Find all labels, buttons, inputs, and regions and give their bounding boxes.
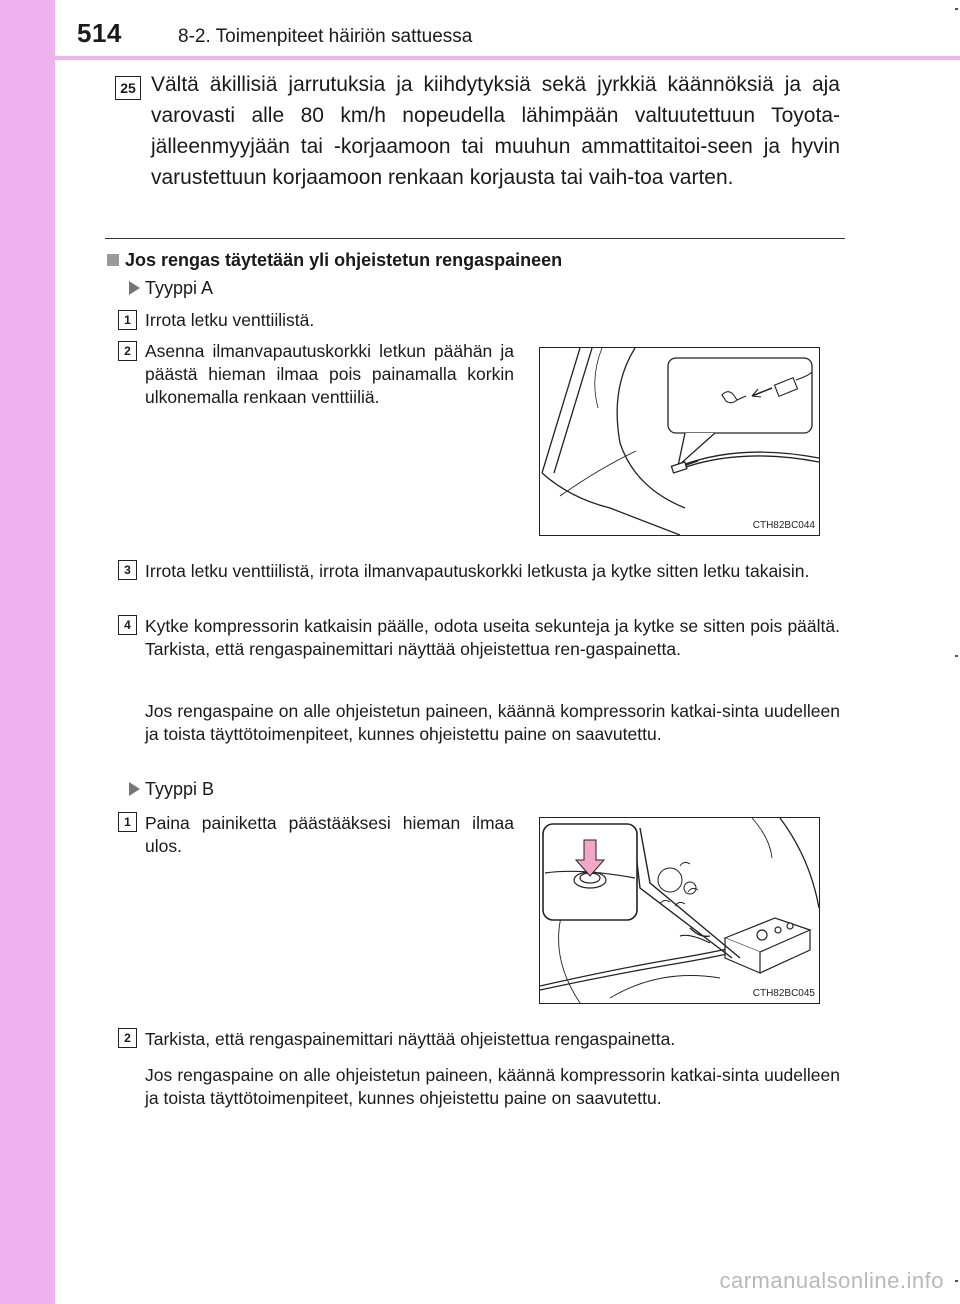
section-heading bbox=[107, 250, 562, 271]
compressor-icon bbox=[680, 918, 810, 973]
step-a2-text: Asenna ilmanvapautuskorkki letkun päähän ja päästä hieman ilmaa pois painamalla korkin ulkonemalla renkaan venttiiliä. bbox=[145, 341, 514, 407]
type-b-label bbox=[129, 779, 214, 800]
step-b2-text: Tarkista, että rengaspainemittari näyttää ohjeistettua rengaspainetta. bbox=[145, 1029, 676, 1049]
step-number-a4: 4 bbox=[118, 615, 137, 635]
step-b1-text: Paina painiketta päästääksesi hieman ilmaa ulos. bbox=[145, 813, 514, 856]
figure-code: CTH82BC044 bbox=[752, 520, 815, 531]
step-number-a1: 1 bbox=[118, 310, 137, 330]
watermark: carmanualsonline.info bbox=[719, 1268, 944, 1293]
figure-type-a bbox=[539, 347, 820, 536]
chapter-sidebar-tab bbox=[0, 0, 55, 1304]
type-a-label-text: Tyyppi A bbox=[145, 278, 214, 298]
section-rule bbox=[105, 238, 845, 239]
header-rule bbox=[55, 56, 960, 60]
step-number-b2: 2 bbox=[118, 1028, 137, 1048]
step-a3-text: Irrota letku venttiilistä, irrota ilmanvapautuskorkki letkusta ja kytke sitten letku takaisin. bbox=[145, 561, 810, 581]
type-b-note: Jos rengaspaine on alle ohjeistetun paineen, käännä kompressorin katkai-sinta uudelleen ja toista täyttötoimenpiteet, kunnes ohjeistettu paine on saavutettu. bbox=[145, 1065, 840, 1108]
type-a-label bbox=[129, 278, 213, 299]
step-number-b1: 1 bbox=[118, 812, 137, 832]
intro-paragraph: Vältä äkillisiä jarrutuksia ja kiihdytyksiä sekä jyrkkiä käännöksiä ja aja varovasti alle 80 km/h nopeudella lähimpään valtuutettuun Toyota-jälleenmyyjään tai -korjaamoon tai muuhun ammattitaitoi-seen ja hyvin varustettuun korjaamoon renkaan korjausta tai vaih-toa varten. bbox=[151, 73, 840, 189]
air-release-cap-icon bbox=[722, 372, 812, 403]
valve-stem-icon bbox=[671, 461, 698, 473]
step-a4-text: Kytke kompressorin katkaisin päälle, odota useita sekunteja ja kytke se sitten pois päältä. Tarkista, että rengaspainemittari näyttää ohjeistettua ren-gaspainetta. bbox=[145, 616, 840, 659]
compressor-button-illustration bbox=[540, 818, 819, 1003]
triangle-bullet-icon bbox=[129, 281, 140, 295]
type-a-note: Jos rengaspaine on alle ohjeistetun paineen, käännä kompressorin katkai-sinta uudelleen ja toista täyttötoimenpiteet, kunnes ohjeistettu paine on saavutettu. bbox=[145, 701, 840, 744]
step-number-a2: 2 bbox=[118, 341, 137, 361]
section-title: 8-2. Toimenpiteet häiriön sattuessa bbox=[178, 26, 473, 47]
step-number-a3: 3 bbox=[118, 560, 137, 580]
step-number-25: 25 bbox=[115, 76, 141, 100]
triangle-bullet-icon bbox=[129, 782, 140, 796]
valve-cap-illustration bbox=[540, 348, 819, 535]
square-bullet-icon bbox=[107, 254, 119, 266]
figure-code: CTH82BC045 bbox=[752, 988, 815, 999]
page-number: 514 bbox=[77, 18, 122, 48]
type-b-label-text: Tyyppi B bbox=[145, 779, 215, 799]
figure-type-b bbox=[539, 817, 820, 1004]
section-heading-text: Jos rengas täytetään yli ohjeistetun rengaspaineen bbox=[125, 250, 563, 270]
step-a1-text: Irrota letku venttiilistä. bbox=[145, 310, 315, 330]
